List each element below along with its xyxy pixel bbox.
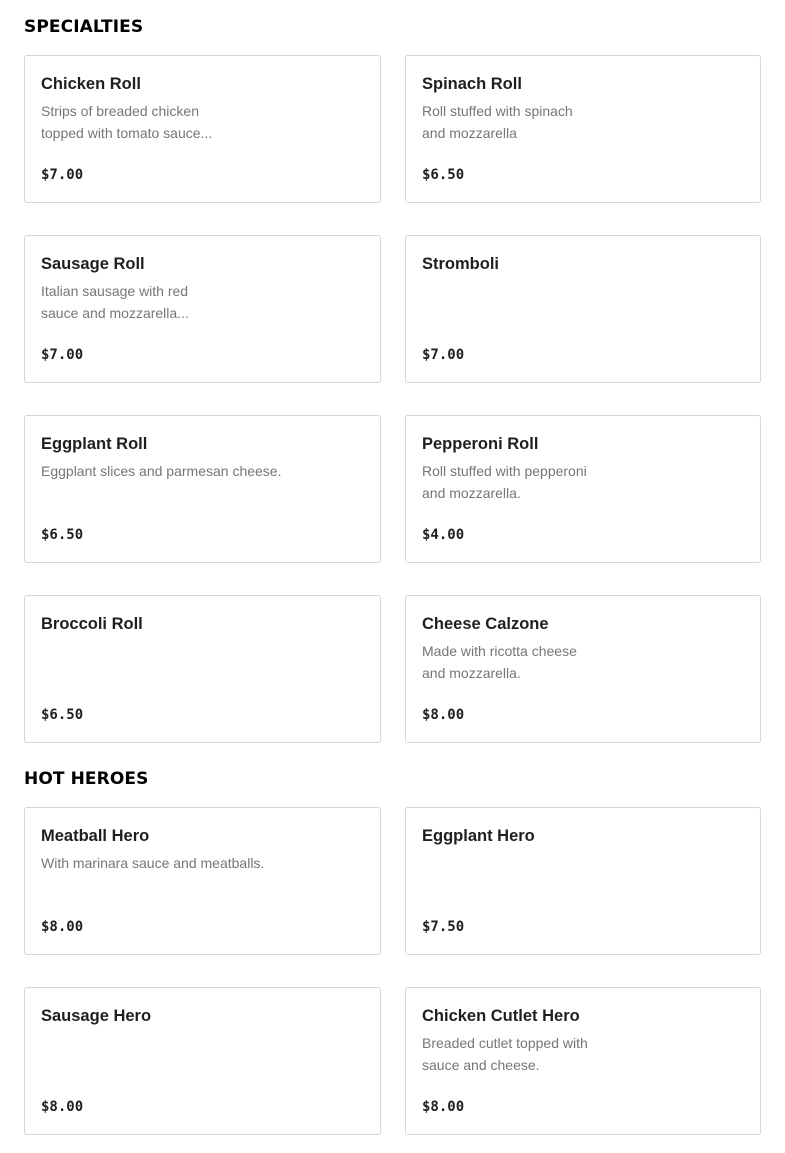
- menu-item-name: Broccoli Roll: [41, 615, 143, 633]
- menu-item-name: Cheese Calzone: [422, 615, 549, 633]
- menu-item-card[interactable]: [405, 55, 761, 203]
- menu-item-description: Breaded cutlet topped with sauce and cheese.: [422, 1035, 588, 1073]
- menu-item-price: $7.50: [422, 919, 465, 935]
- menu-item-description: Roll stuffed with pepperoni and mozzarella.: [422, 463, 587, 501]
- menu-item-description: Strips of breaded chicken topped with tomato sauce...: [41, 103, 213, 141]
- menu-item-description: Made with ricotta cheese and mozzarella.: [422, 643, 577, 681]
- menu-grid-specialties: [24, 55, 761, 743]
- menu-item-card[interactable]: [24, 55, 381, 203]
- menu-item-card[interactable]: [24, 987, 381, 1135]
- menu-item-name: Stromboli: [422, 255, 499, 273]
- menu-item-card[interactable]: [405, 415, 761, 563]
- menu-item-price: $6.50: [41, 707, 84, 723]
- menu-item-price: $7.00: [41, 347, 84, 363]
- menu-item-price: $8.00: [422, 707, 465, 723]
- menu-item-card[interactable]: [405, 807, 761, 955]
- menu-item-price: $4.00: [422, 527, 465, 543]
- menu-item-description: Eggplant slices and parmesan cheese.: [41, 463, 282, 479]
- menu-item-price: $7.00: [41, 167, 84, 183]
- menu-item-card[interactable]: [24, 595, 381, 743]
- menu-item-card[interactable]: [405, 595, 761, 743]
- section-title-hot-heroes: HOT HEROES: [24, 769, 149, 789]
- menu-item-description: Roll stuffed with spinach and mozzarella: [422, 103, 573, 141]
- menu-item-card[interactable]: [24, 235, 381, 383]
- menu-item-price: $6.50: [422, 167, 465, 183]
- menu-item-price: $7.00: [422, 347, 465, 363]
- menu-item-price: $8.00: [41, 1099, 84, 1115]
- menu-item-name: Chicken Roll: [41, 75, 141, 93]
- menu-item-name: Meatball Hero: [41, 827, 150, 845]
- menu-item-price: $8.00: [422, 1099, 465, 1115]
- menu-item-price: $6.50: [41, 527, 84, 543]
- menu-item-name: Sausage Roll: [41, 255, 145, 273]
- menu-item-description: Italian sausage with red sauce and mozzarella...: [41, 283, 189, 321]
- menu-item-name: Chicken Cutlet Hero: [422, 1007, 580, 1025]
- menu-item-card[interactable]: [24, 415, 381, 563]
- section-title-specialties: SPECIALTIES: [24, 17, 144, 37]
- menu-item-name: Eggplant Roll: [41, 435, 148, 453]
- menu-item-card[interactable]: [405, 987, 761, 1135]
- menu-item-card[interactable]: [405, 235, 761, 383]
- menu-item-card[interactable]: [24, 807, 381, 955]
- menu-item-name: Sausage Hero: [41, 1007, 152, 1025]
- menu-item-name: Pepperoni Roll: [422, 435, 539, 453]
- menu-item-name: Eggplant Hero: [422, 827, 535, 845]
- menu-item-description: With marinara sauce and meatballs.: [41, 855, 265, 871]
- menu-item-name: Spinach Roll: [422, 75, 522, 93]
- menu-grid-hot-heroes: [24, 807, 761, 1135]
- menu-item-price: $8.00: [41, 919, 84, 935]
